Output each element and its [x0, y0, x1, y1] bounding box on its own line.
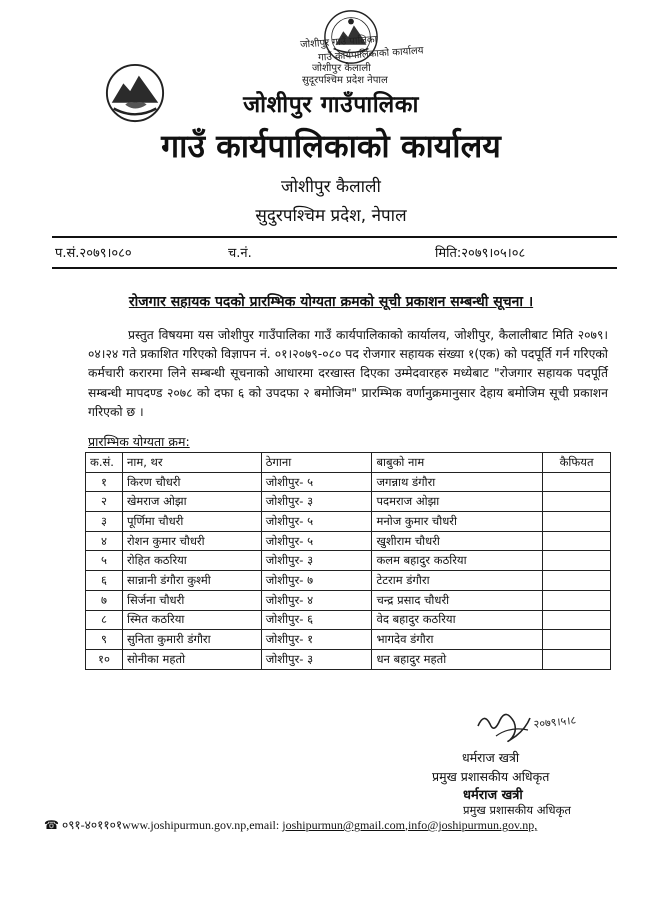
signatory-name: धर्मराज खत्री — [463, 788, 523, 803]
notice-body-text: प्रस्तुत विषयमा यस जोशीपुर गाउँपालिका गाउँ कार्यपालिकाको कार्यालय, जोशीपुर, कैलालीबाट मिति २०७९।०४।२४ गते प्रकाशित गरिएको विज्ञापन नं. ०१।२०७९-०८० पद रोजगार सहायक संख्या १(एक) को पदपूर्ति गर्न गरिएको कर्मचारी करारमा लिने सम्बन्धी सूचनाको आधारमा दरखास्त दिएका उम्मेदवारहरु मध्येबाट "रोजगार सहायक पदपूर्ति सम्बन्धी मापदण्ड २०७८ को दफा ६ को उपदफा २ बमोजिम" प्रारम्भिक वर्णानुक्रमानुसार देहाय बमोजिम सूची प्रकाशन गरिएको छ । — [88, 328, 608, 419]
phone-icon: ☎ — [44, 818, 59, 832]
cell-address: जोशीपुर- ३ — [261, 649, 372, 669]
cell-serial: ७ — [86, 590, 123, 610]
dispatch-number: च.नं. — [228, 246, 252, 261]
cell-father-name: कलम बहादुर कठरिया — [372, 551, 543, 571]
header-name: नाम, थर — [122, 453, 261, 473]
cell-father-name: मनोज कुमार चौधरी — [372, 512, 543, 532]
cell-name: पूर्णिमा चौधरी — [122, 512, 261, 532]
handwritten-signature — [470, 706, 580, 750]
table-row — [86, 492, 611, 512]
notice-body — [88, 326, 608, 422]
municipality-name: जोशीपुर गाउँपालिका — [243, 92, 419, 118]
cell-name: सान्नानी डंगौरा कुश्मी — [122, 571, 261, 591]
cell-father-name: पदमराज ओझा — [372, 492, 543, 512]
table-row — [86, 531, 611, 551]
header-rule-top — [52, 236, 617, 238]
email-label: email: — [249, 818, 280, 832]
header-remarks: कैफियत — [543, 453, 611, 473]
cell-father-name: टेटराम डंगौरा — [372, 571, 543, 591]
candidate-table — [85, 452, 611, 670]
stamp-line-3: जोशीपुर कैलाली — [312, 63, 371, 74]
stamp-line-2: गाउँ कार्यपालिकाको कार्यालय — [317, 45, 424, 64]
table-row — [86, 551, 611, 571]
cell-serial: ३ — [86, 512, 123, 532]
cell-name: रोहित कठरिया — [122, 551, 261, 571]
cell-address: जोशीपुर- ७ — [261, 571, 372, 591]
cell-remarks — [543, 531, 611, 551]
cell-serial: २ — [86, 492, 123, 512]
header-serial: क.सं. — [86, 453, 123, 473]
signatory-title: प्रमुख प्रशासकीय अधिकृत — [463, 803, 571, 817]
phone-number: ०९१-४०११०१ — [61, 818, 123, 832]
cell-address: जोशीपुर- ५ — [261, 512, 372, 532]
cell-serial: ५ — [86, 551, 123, 571]
table-header-row — [86, 453, 611, 473]
list-title: प्रारम्भिक योग्यता क्रम: — [88, 434, 190, 449]
cell-name: रोशन कुमार चौधरी — [122, 531, 261, 551]
cell-serial: ६ — [86, 571, 123, 591]
cell-remarks — [543, 590, 611, 610]
signatory-title-small: प्रमुख प्रशासकीय अधिकृत — [432, 769, 550, 784]
header-address: ठेगाना — [261, 453, 372, 473]
reference-line — [55, 243, 615, 261]
cell-name: स्मित कठरिया — [122, 610, 261, 630]
stamp-line-4: सुदूरपश्चिम प्रदेश नेपाल — [302, 75, 388, 86]
office-name: गाउँ कार्यपालिकाको कार्यालय — [161, 127, 501, 165]
cell-remarks — [543, 512, 611, 532]
cell-name: खेमराज ओझा — [122, 492, 261, 512]
header-rule-bottom — [52, 267, 617, 269]
cell-father-name: खुशीराम चौधरी — [372, 531, 543, 551]
cell-serial: ९ — [86, 630, 123, 650]
table-row — [86, 590, 611, 610]
cell-address: जोशीपुर- ६ — [261, 610, 372, 630]
table-row — [86, 571, 611, 591]
office-address: जोशीपुर कैलाली — [281, 177, 381, 197]
cell-address: जोशीपुर- ३ — [261, 551, 372, 571]
table-row — [86, 649, 611, 669]
cell-serial: १० — [86, 649, 123, 669]
email-link-1[interactable]: joshipurmun@gmail.com — [282, 818, 405, 832]
cell-name: सुनिता कुमारी डंगौरा — [122, 630, 261, 650]
letter-date: मिति:२०७९।०५।०८ — [435, 246, 526, 261]
cell-address: जोशीपुर- १ — [261, 630, 372, 650]
table-row — [86, 472, 611, 492]
cell-address: जोशीपुर- ४ — [261, 590, 372, 610]
cell-address: जोशीपुर- ३ — [261, 492, 372, 512]
cell-remarks — [543, 472, 611, 492]
cell-remarks — [543, 551, 611, 571]
email-link-2[interactable]: info@joshipurmun.gov.np, — [407, 818, 538, 832]
reference-number: प.सं.२०७९।०८० — [55, 246, 132, 261]
cell-serial: १ — [86, 472, 123, 492]
header-father-name: बाबुको नाम — [372, 453, 543, 473]
cell-address: जोशीपुर- ५ — [261, 531, 372, 551]
cell-serial: ८ — [86, 610, 123, 630]
cell-name: सिर्जना चौधरी — [122, 590, 261, 610]
cell-serial: ४ — [86, 531, 123, 551]
cell-father-name: वेद बहादुर कठरिया — [372, 610, 543, 630]
cell-father-name: जगन्नाथ डंगौरा — [372, 472, 543, 492]
cell-name: सोनीका महतो — [122, 649, 261, 669]
website-link[interactable]: www.joshipurmun.gov.np, — [122, 818, 250, 832]
table-row — [86, 512, 611, 532]
stamp-line-1: जोशीपुर गाउँ पालिका — [299, 34, 378, 51]
table-row — [86, 630, 611, 650]
province-name: सुदुरपश्चिम प्रदेश, नेपाल — [255, 206, 407, 226]
cell-remarks — [543, 571, 611, 591]
cell-remarks — [543, 649, 611, 669]
cell-remarks — [543, 630, 611, 650]
cell-address: जोशीपुर- ५ — [261, 472, 372, 492]
cell-remarks — [543, 492, 611, 512]
cell-father-name: चन्द्र प्रसाद चौधरी — [372, 590, 543, 610]
cell-father-name: भागदेव डंगौरा — [372, 630, 543, 650]
cell-father-name: धन बहादुर महतो — [372, 649, 543, 669]
notice-subject: रोजगार सहायक पदको प्रारम्भिक योग्यता क्रमको सूची प्रकाशन सम्बन्धी सूचना । — [128, 294, 534, 310]
table-row — [86, 610, 611, 630]
signature-date: २०७९।५।८ — [532, 713, 577, 731]
cell-remarks — [543, 610, 611, 630]
contact-footer: ☎ ०९१-४०११०१www.joshipurmun.gov.np,email: joshipurmun@gmail.com,info@joshipurmun.gov.np, — [44, 818, 538, 832]
signatory-name-small: धर्मराज खत्री — [462, 750, 520, 765]
cell-name: किरण चौधरी — [122, 472, 261, 492]
